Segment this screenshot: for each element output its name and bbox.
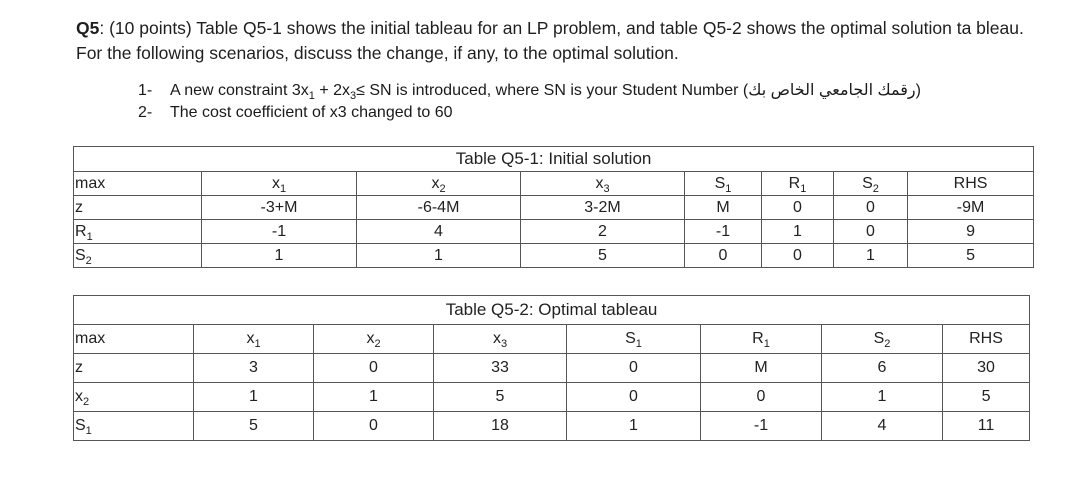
table-cell: 1 xyxy=(567,412,701,441)
table-cell: 30 xyxy=(943,354,1030,383)
column-header: $S_2$ xyxy=(822,325,943,354)
table-q5-1 xyxy=(73,146,1034,268)
table-row xyxy=(74,196,1034,220)
table-row xyxy=(74,244,1034,268)
corner-label: max xyxy=(74,172,202,196)
table-cell: 1 xyxy=(834,244,908,268)
table-cell: -1 xyxy=(202,220,357,244)
scenario-text: A new constraint $3x_1 + 2x_3\le$ SN is introduced, where SN is your Student Number (رقمك الجامعي الخاص بك) xyxy=(170,82,921,103)
column-header: $x_1$ xyxy=(202,172,357,196)
table-cell: 0 xyxy=(567,354,701,383)
table-cell: 1 xyxy=(314,383,434,412)
table-cell: -9M xyxy=(908,196,1034,220)
table-q5-2 xyxy=(73,295,1030,441)
table-cell: 5 xyxy=(434,383,567,412)
table-cell: 0 xyxy=(762,244,834,268)
row-label: z xyxy=(74,196,202,220)
table-cell: 5 xyxy=(908,244,1034,268)
table-cell: 18 xyxy=(434,412,567,441)
table-cell: 5 xyxy=(194,412,314,441)
row-label: $x_2$ xyxy=(74,383,194,412)
scenario-number: 1- xyxy=(138,82,153,99)
column-header: $x_3$ xyxy=(434,325,567,354)
table-cell: 5 xyxy=(521,244,685,268)
column-header: $x_2$ xyxy=(314,325,434,354)
table-cell: 3 xyxy=(194,354,314,383)
table-cell: 1 xyxy=(762,220,834,244)
table-cell: 4 xyxy=(822,412,943,441)
question-label: Q5 xyxy=(76,18,100,38)
table-cell: 9 xyxy=(908,220,1034,244)
row-label: z xyxy=(74,354,194,383)
table-cell: 0 xyxy=(314,354,434,383)
table-header-row xyxy=(74,172,1034,196)
table-cell: 11 xyxy=(943,412,1030,441)
table-cell: M xyxy=(685,196,762,220)
table-cell: 0 xyxy=(762,196,834,220)
table-header-row xyxy=(74,325,1030,354)
row-label: $S_1$ xyxy=(74,412,194,441)
row-label: $R_1$ xyxy=(74,220,202,244)
table-row xyxy=(74,220,1034,244)
table-cell: M xyxy=(701,354,822,383)
table-cell: 33 xyxy=(434,354,567,383)
table-cell: 1 xyxy=(202,244,357,268)
table-row xyxy=(74,354,1030,383)
scenario-item xyxy=(138,102,998,124)
table-cell: -6-4M xyxy=(357,196,521,220)
column-header: RHS xyxy=(943,325,1030,354)
column-header: $x_3$ xyxy=(521,172,685,196)
table-cell: 0 xyxy=(314,412,434,441)
table-cell: 1 xyxy=(194,383,314,412)
scenario-list xyxy=(138,80,998,124)
table-cell: 1 xyxy=(822,383,943,412)
column-header: $S_1$ xyxy=(567,325,701,354)
column-header: RHS xyxy=(908,172,1034,196)
table-cell: 1 xyxy=(357,244,521,268)
table-cell: -3+M xyxy=(202,196,357,220)
table-cell: 0 xyxy=(701,383,822,412)
table-cell: 0 xyxy=(834,196,908,220)
table-cell: -1 xyxy=(685,220,762,244)
table-cell: 5 xyxy=(943,383,1030,412)
column-header: $R_1$ xyxy=(762,172,834,196)
column-header: $R_1$ xyxy=(701,325,822,354)
scenario-text: The cost coefficient of x3 changed to 60 xyxy=(170,104,453,121)
row-label: $S_2$ xyxy=(74,244,202,268)
table-cell: 0 xyxy=(834,220,908,244)
table-caption: Table Q5-2: Optimal tableau xyxy=(74,296,1030,325)
table-row xyxy=(74,412,1030,441)
table-cell: 3-2M xyxy=(521,196,685,220)
column-header: $S_2$ xyxy=(834,172,908,196)
column-header: $x_2$ xyxy=(357,172,521,196)
corner-label: max xyxy=(74,325,194,354)
scenario-item xyxy=(138,80,998,102)
table-row xyxy=(74,383,1030,412)
table-cell: 0 xyxy=(567,383,701,412)
question-body: : (10 points) Table Q5-1 shows the initial tableau for an LP problem, and table Q5-2 shows the optimal solution ta bleau. For the following scenarios, discuss the change, if any, to the optimal solution. xyxy=(76,18,1024,63)
table-cell: -1 xyxy=(701,412,822,441)
table-cell: 2 xyxy=(521,220,685,244)
column-header: $x_1$ xyxy=(194,325,314,354)
column-header: $S_1$ xyxy=(685,172,762,196)
table-cell: 4 xyxy=(357,220,521,244)
scenario-number: 2- xyxy=(138,104,153,121)
table-caption: Table Q5-1: Initial solution xyxy=(74,147,1034,172)
question-text xyxy=(76,16,1036,66)
table-cell: 0 xyxy=(685,244,762,268)
table-cell: 6 xyxy=(822,354,943,383)
